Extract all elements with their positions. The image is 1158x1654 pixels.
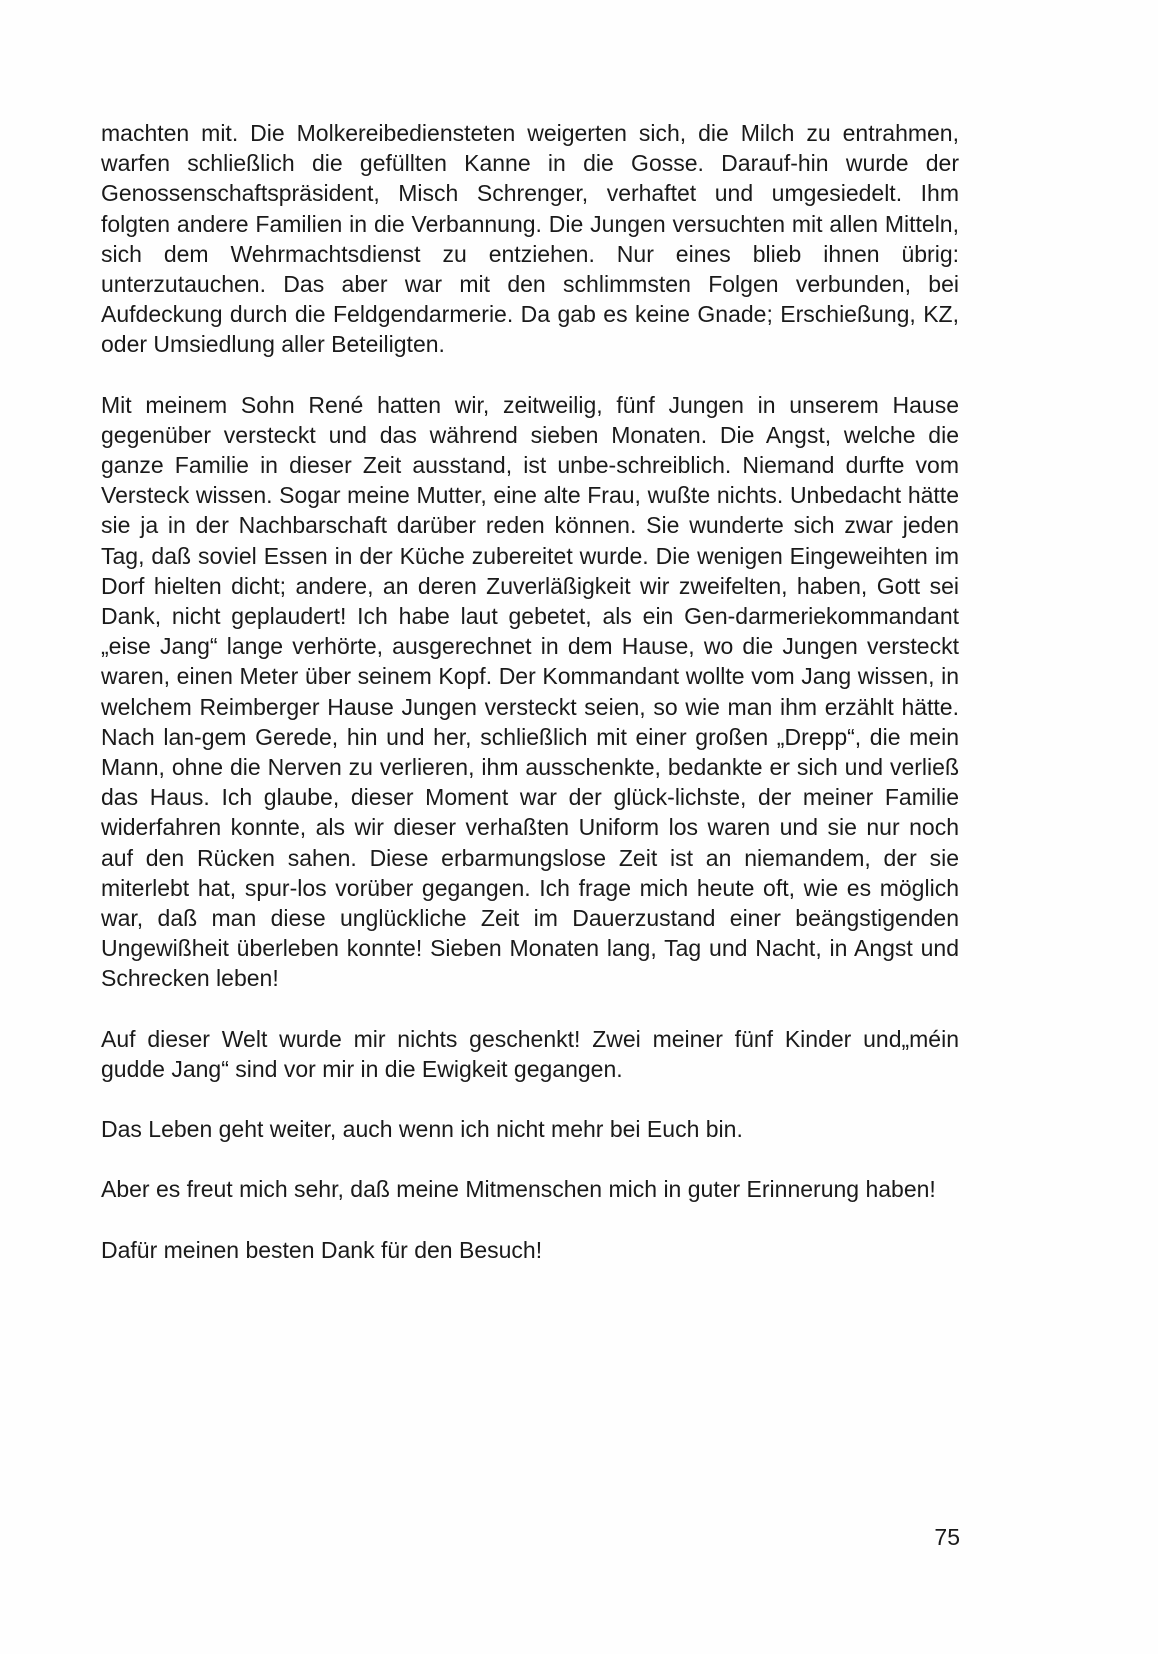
paragraph-4: Das Leben geht weiter, auch wenn ich nicht mehr bei Euch bin.: [101, 1116, 743, 1143]
paragraph-5: Aber es freut mich sehr, daß meine Mitmenschen mich in guter Erinnerung haben!: [101, 1176, 936, 1203]
body-text: [101, 118, 959, 1265]
page-number: 75: [934, 1524, 960, 1550]
paragraph-6: Dafür meinen besten Dank für den Besuch!: [101, 1236, 543, 1263]
paragraph-2: Mit meinem Sohn René hatten wir, zeitweilig, fünf Jungen in unserem Hause gegenüber versteckt und das während sieben Monaten. Die Angst, welche die ganze Familie in dieser Zeit ausstand, ist unbe-schreiblich. Niemand durfte vom Versteck wissen. Sogar meine Mutter, eine alte Frau, wußte nichts. Unbedacht hätte sie ja in der Nachbarschaft darüber reden können. Sie wunderte sich zwar jeden Tag, daß soviel Essen in der Küche zubereitet wurde. Die wenigen Eingeweihten im Dorf hielten dicht; andere, an deren Zuverläßigkeit wir zweifelten, haben, Gott sei Dank, nicht geplaudert! Ich habe laut gebetet, als ein Gen-darmeriekommandant „eise Jang“ lange verhörte, ausgerechnet in dem Hause, wo die Jungen versteckt waren, einen Meter über seinem Kopf. Der Kommandant wollte vom Jang wissen, in welchem Reimberger Hause Jungen versteckt seien, so wie man ihm erzählt hätte. Nach lan-gem Gerede, hin und her, schließlich mit einer großen „Drepp“, die mein Mann, ohne die Nerven zu verlieren, ihm ausschenkte, bedankte er sich und verließ das Haus. Ich glaube, dieser Moment war der glück-lichste, der meiner Familie widerfahren konnte, als wir dieser verhaßten Uniform los waren und sie nur noch auf den Rücken sahen. Diese erbarmungslose Zeit ist an niemandem, der sie miterlebt hat, spur-los vorüber gegangen. Ich frage mich heute oft, wie es möglich war, daß man diese unglückliche Zeit im Dauerzustand einer beängstigenden Ungewißheit überleben konnte! Sieben Monaten lang, Tag und Nacht, in Angst und Schrecken leben!: [101, 391, 959, 992]
paragraph-3: Auf dieser Welt wurde mir nichts geschenkt! Zwei meiner fünf Kinder und„méin gudde Jang“ sind vor mir in die Ewigkeit gegangen.: [101, 1025, 959, 1082]
paragraph-1: machten mit. Die Molkereibediensteten weigerten sich, die Milch zu entrahmen, warfen schließlich die gefüllten Kanne in die Gosse. Darauf-hin wurde der Genossenschaftspräsident, Misch Schrenger, verhaftet und umgesiedelt. Ihm folgten andere Familien in die Verbannung. Die Jungen versuchten mit allen Mitteln, sich dem Wehrmachtsdienst zu entziehen. Nur eines blieb ihnen übrig: unterzutauchen. Das aber war mit den schlimmsten Folgen verbunden, bei Aufdeckung durch die Feldgendarmerie. Da gab es keine Gnade; Erschießung, KZ, oder Umsiedlung aller Beteiligten.: [101, 120, 959, 358]
